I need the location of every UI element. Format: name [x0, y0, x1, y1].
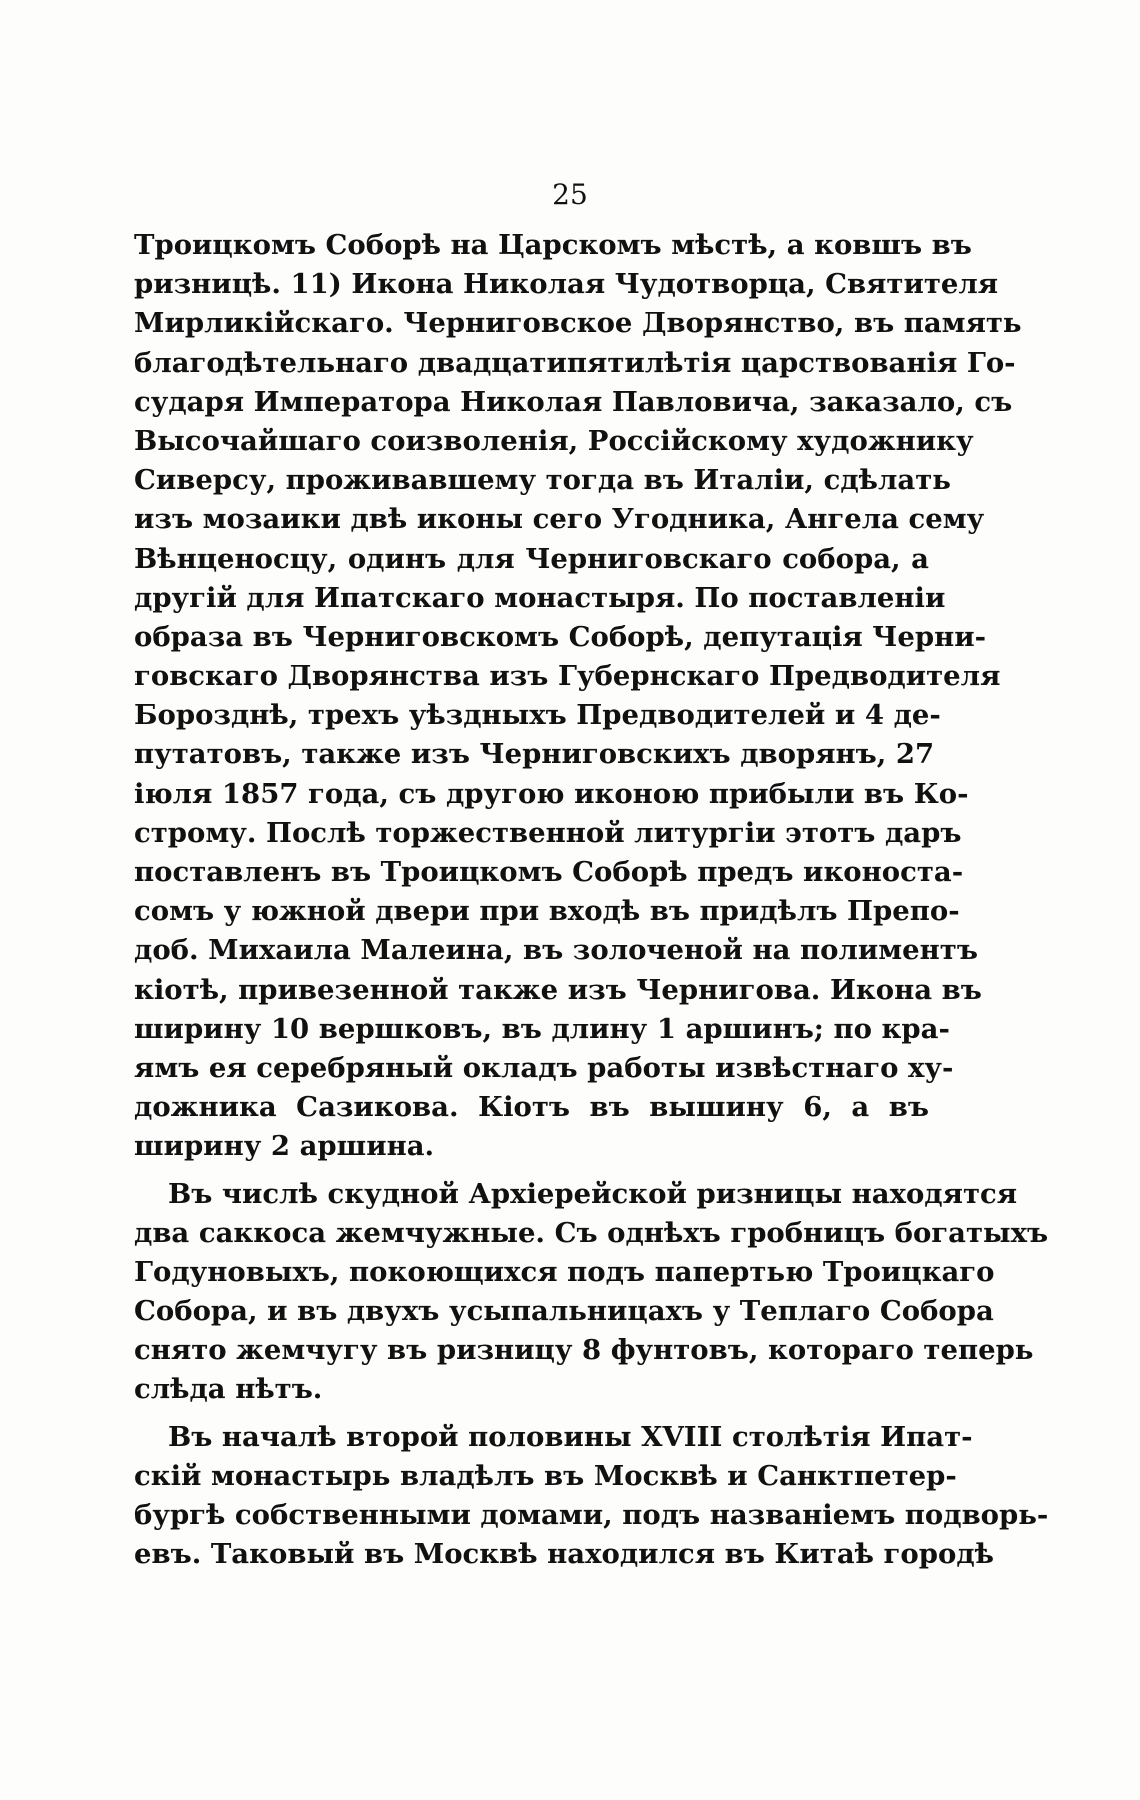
text-line: другій для Ипатскаго монастыря. По поставленіи — [134, 581, 946, 614]
paragraph-gap — [134, 1167, 929, 1175]
text-line: евъ. Таковый въ Москвѣ находился въ Китаѣ городѣ — [134, 1538, 994, 1571]
text-line: Троицкомъ Соборѣ на Царскомъ мѣстѣ, а ковшъ въ — [134, 229, 972, 261]
text-line: ямъ ея серебряный окладъ работы извѣстнаго ху- — [134, 1051, 954, 1084]
text-line: доб. Михаила Малеина, въ золоченой на полиментъ — [134, 934, 978, 967]
text-line: два саккоса жемчужные. Съ однѣхъ гробницъ богатыхъ — [134, 1216, 1049, 1249]
text-line: Годуновыхъ, покоющихся подъ папертью Троицкаго — [134, 1255, 995, 1288]
text-line: образа въ Черниговскомъ Соборѣ, депутація Черни- — [134, 620, 987, 653]
text-line: скій монастырь владѣлъ въ Москвѣ и Санктпетер- — [134, 1459, 957, 1492]
text-line: Высочайшаго соизволенія, Россійскому художнику — [134, 424, 974, 457]
text-line: говскаго Дворянства изъ Губернскаго Предводителя — [134, 660, 1001, 693]
text-line: путатовъ, также изъ Черниговскихъ дворянъ, 27 — [134, 738, 935, 771]
text-line: кіотѣ, привезенной также изъ Чернигова. Икона въ — [134, 973, 982, 1006]
body-text — [134, 226, 1049, 1574]
text-line: Въ числѣ скудной Архіерейской ризницы находятся — [168, 1177, 1018, 1210]
paragraph-3 — [134, 1418, 1049, 1575]
text-line: изъ мозаики двѣ иконы сего Угодника, Ангела сему — [134, 503, 985, 536]
paragraph-gap — [134, 1410, 929, 1418]
text-line: Мирликійскаго. Черниговское Дворянство, въ память — [134, 307, 1022, 340]
text-line: слѣда нѣтъ. — [134, 1373, 323, 1406]
text-line: ширину 10 вершковъ, въ длину 1 аршинъ; по кра- — [134, 1012, 950, 1045]
paragraph-2 — [134, 1175, 1049, 1410]
text-line: поставленъ въ Троицкомъ Соборѣ предъ иконоста- — [134, 856, 964, 888]
text-line: Борозднѣ, трехъ уѣздныхъ Предводителей и 4 де- — [134, 699, 941, 732]
text-line: сударя Императора Николая Павловича, заказало, съ — [134, 385, 1013, 418]
text-line: Собора, и въ двухъ усыпальницахъ у Теплаго Собора — [134, 1295, 994, 1328]
text-line: Сиверсу, проживавшему тогда въ Италіи, сдѣлать — [134, 464, 951, 497]
text-line: дожника Сазикова. Кіотъ въ вышину 6, а въ — [134, 1091, 929, 1124]
text-line: снято жемчугу въ ризницу 8 фунтовъ, котораго теперь — [134, 1334, 1034, 1367]
text-line: ризницѣ. 11) Икона Николая Чудотворца, Святителя — [134, 268, 999, 301]
text-line: бургѣ собственными домами, подъ названіемъ подворь- — [134, 1499, 1049, 1531]
text-line: строму. Послѣ торжественной литургіи этотъ даръ — [134, 816, 962, 849]
text-line: Въ началѣ второй половины XVIII столѣтія Ипат- — [168, 1420, 973, 1453]
text-line: Вѣнценосцу, одинъ для Черниговскаго собора, а — [134, 542, 929, 575]
page-number: 25 — [552, 178, 588, 211]
text-line: іюля 1857 года, съ другою иконою прибыли въ Ко- — [134, 777, 969, 810]
paragraph-1 — [134, 226, 1022, 1167]
text-line: сомъ у южной двери при входѣ въ придѣлъ Препо- — [134, 895, 960, 928]
text-line: ширину 2 аршина. — [134, 1130, 435, 1163]
text-line: благодѣтельнаго двадцатипятилѣтія царствованія Го- — [134, 346, 1016, 379]
